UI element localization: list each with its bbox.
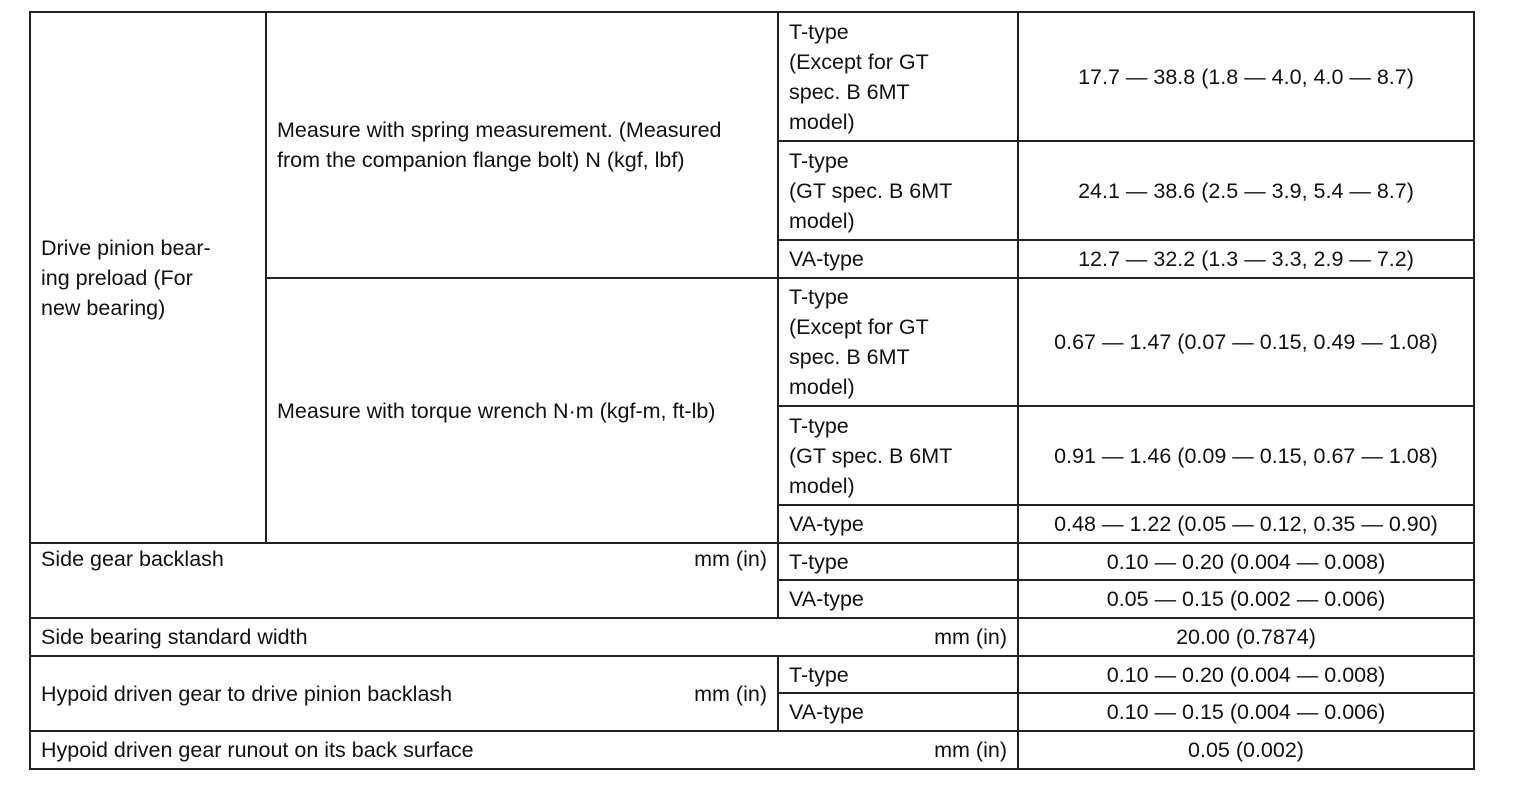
value-cell: 0.67 — 1.47 (0.07 — 0.15, 0.49 — 1.08) [1018, 278, 1474, 406]
side-bearing-label: Side bearing standard width [41, 625, 308, 649]
type-cell: VA-type [778, 240, 1018, 278]
value-cell: 17.7 — 38.8 (1.8 — 4.0, 4.0 — 8.7) [1018, 12, 1474, 141]
table-row [30, 543, 1474, 580]
table-row [30, 731, 1474, 769]
hypoid-backlash-label-cell [30, 656, 778, 731]
value-cell: 24.1 — 38.6 (2.5 — 3.9, 5.4 — 8.7) [1018, 141, 1474, 240]
value-cell: 0.05 (0.002) [1018, 731, 1474, 769]
value-cell: 12.7 — 32.2 (1.3 — 3.3, 2.9 — 7.2) [1018, 240, 1474, 278]
hypoid-runout-unit: mm (in) [934, 738, 1007, 762]
spec-table [29, 11, 1475, 770]
side-gear-unit: mm (in) [694, 547, 767, 571]
type-cell: T-type (Except for GT spec. B 6MT model) [778, 12, 1018, 141]
preload-label: Drive pinion bear- ing preload (For new bearing) [30, 12, 266, 543]
side-gear-label: Side gear backlash [41, 547, 224, 571]
value-cell: 0.10 — 0.15 (0.004 — 0.006) [1018, 693, 1474, 731]
hypoid-backlash-label: Hypoid driven gear to drive pinion backlash [41, 681, 453, 706]
spring-method-cell: Measure with spring measurement. (Measured from the companion flange bolt) N (kgf, lbf) [266, 12, 778, 278]
table-row [30, 618, 1474, 656]
torque-method-cell: Measure with torque wrench N·m (kgf-m, ft-lb) [266, 278, 778, 543]
value-cell: 0.91 — 1.46 (0.09 — 0.15, 0.67 — 1.08) [1018, 406, 1474, 505]
value-cell: 20.00 (0.7874) [1018, 618, 1474, 656]
value-cell: 0.10 — 0.20 (0.004 — 0.008) [1018, 656, 1474, 693]
type-cell: T-type (Except for GT spec. B 6MT model) [778, 278, 1018, 406]
type-cell: T-type (GT spec. B 6MT model) [778, 406, 1018, 505]
hypoid-runout-label-cell [30, 731, 1018, 769]
type-cell: T-type [778, 543, 1018, 580]
type-cell: T-type [778, 656, 1018, 693]
side-bearing-label-cell [30, 618, 1018, 656]
type-cell: T-type (GT spec. B 6MT model) [778, 141, 1018, 240]
hypoid-runout-label: Hypoid driven gear runout on its back surface [41, 738, 474, 762]
value-cell: 0.48 — 1.22 (0.05 — 0.12, 0.35 — 0.90) [1018, 505, 1474, 543]
table-row [30, 12, 1474, 141]
value-cell: 0.05 — 0.15 (0.002 — 0.006) [1018, 580, 1474, 618]
side-bearing-unit: mm (in) [934, 625, 1007, 649]
type-cell: VA-type [778, 693, 1018, 731]
table-row [30, 656, 1474, 693]
type-cell: VA-type [778, 505, 1018, 543]
value-cell: 0.10 — 0.20 (0.004 — 0.008) [1018, 543, 1474, 580]
hypoid-backlash-unit: mm (in) [694, 681, 767, 706]
side-gear-label-cell [30, 543, 778, 618]
type-cell: VA-type [778, 580, 1018, 618]
